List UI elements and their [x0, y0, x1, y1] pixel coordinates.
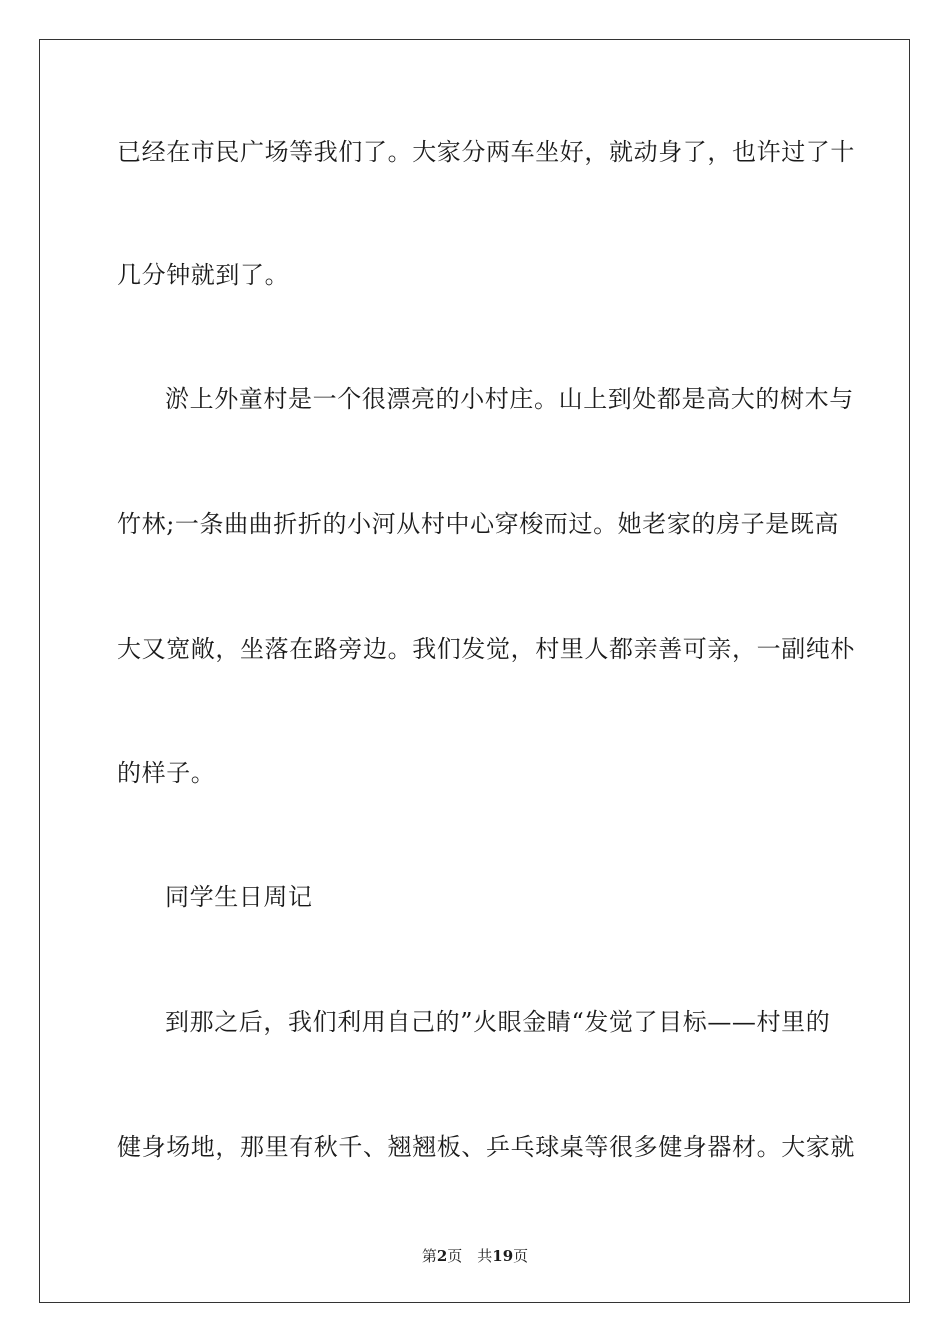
page-border — [39, 39, 910, 1303]
text-line-2: 几分钟就到了。 — [117, 261, 290, 289]
text-line-4: 竹林;一条曲曲折折的小河从村中心穿梭而过。她老家的房子是既高 — [117, 510, 840, 538]
text-line-9: 健身场地，那里有秋千、翘翘板、乒乓球桌等很多健身器材。大家就 — [117, 1133, 855, 1161]
footer-prefix: 第 — [421, 1247, 437, 1265]
text-line-1: 已经在市民广场等我们了。大家分两车坐好，就动身了，也许过了十 — [117, 138, 855, 166]
section-heading: 同学生日周记 — [165, 883, 313, 911]
page-footer — [0, 1247, 950, 1265]
footer-total-pages: 19 — [492, 1247, 514, 1265]
footer-current-page: 2 — [436, 1247, 448, 1265]
text-line-5: 大又宽敞，坐落在路旁边。我们发觉，村里人都亲善可亲，一副纯朴 — [117, 635, 855, 663]
text-line-3: 淤上外童村是一个很漂亮的小村庄。山上到处都是高大的树木与 — [165, 385, 854, 413]
text-line-6: 的样子。 — [117, 759, 216, 787]
text-line-8: 到那之后，我们利用自己的”火眼金睛“发觉了目标——村里的 — [165, 1008, 831, 1036]
footer-mid: 页 共 — [447, 1247, 493, 1265]
footer-suffix: 页 — [513, 1247, 529, 1265]
